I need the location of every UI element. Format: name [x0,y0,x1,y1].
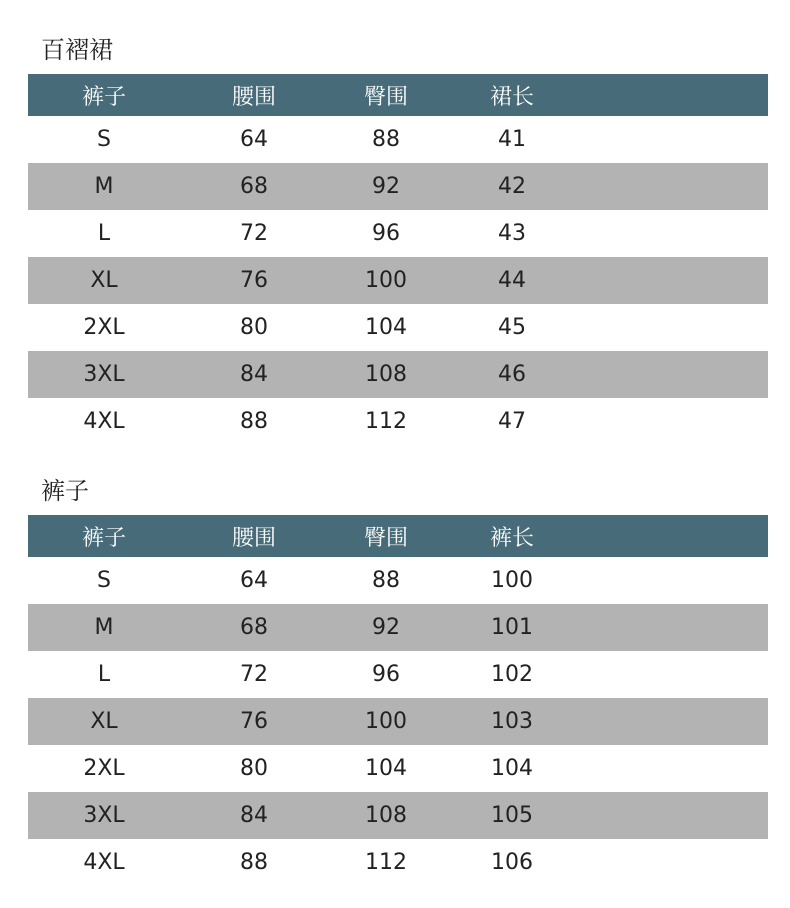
waist-cell: 72 [240,662,268,687]
table-row [28,304,768,351]
table-header-row [28,515,768,557]
table-row [28,651,768,698]
header-cell-waist: 腰围 [231,84,276,110]
size-cell: 3XL [83,362,125,387]
table-row [28,398,768,445]
hip-cell: 100 [365,709,407,734]
table-row [28,351,768,398]
size-cell: 4XL [83,409,125,434]
hip-cell: 92 [372,615,400,640]
header-cell-waist: 腰围 [231,525,276,551]
size-cell: M [94,174,114,199]
hip-cell: 104 [365,756,407,781]
table-row [28,163,768,210]
waist-cell: 76 [240,268,268,293]
size-cell: 4XL [83,850,125,875]
length-cell: 44 [498,268,526,293]
waist-cell: 68 [240,174,268,199]
size-cell: M [94,615,114,640]
size-cell: L [97,221,111,246]
hip-cell: 112 [365,850,407,875]
waist-cell: 80 [240,756,268,781]
header-cell-size: 裤子 [81,525,126,551]
table-row [28,116,768,163]
length-cell: 42 [498,174,526,199]
waist-cell: 88 [240,850,268,875]
table-row [28,839,768,886]
hip-cell: 108 [365,362,407,387]
hip-cell: 100 [365,268,407,293]
length-cell: 103 [491,709,533,734]
length-cell: 100 [491,568,533,593]
waist-cell: 88 [240,409,268,434]
header-cell-skirt-length: 裙长 [489,84,534,110]
waist-cell: 68 [240,615,268,640]
length-cell: 102 [491,662,533,687]
size-cell: S [97,568,111,593]
table-row [28,745,768,792]
hip-cell: 92 [372,174,400,199]
waist-cell: 80 [240,315,268,340]
size-cell: L [97,662,111,687]
pants-section-title: 裤子 [41,477,89,505]
table-row [28,698,768,745]
table-row [28,604,768,651]
length-cell: 106 [491,850,533,875]
length-cell: 43 [498,221,526,246]
table-row [28,210,768,257]
table-row [28,557,768,604]
waist-cell: 64 [240,568,268,593]
hip-cell: 108 [365,803,407,828]
length-cell: 47 [498,409,526,434]
length-cell: 45 [498,315,526,340]
header-cell-size: 裤子 [81,84,126,110]
table-row [28,257,768,304]
size-cell: S [97,127,111,152]
waist-cell: 76 [240,709,268,734]
length-cell: 46 [498,362,526,387]
table-header-row [28,74,768,116]
size-cell: 2XL [83,315,125,340]
table-row [28,792,768,839]
header-cell-pants-length: 裤长 [489,525,534,551]
header-cell-hip: 臀围 [363,525,408,551]
size-cell: XL [90,268,118,293]
hip-cell: 88 [372,127,400,152]
pants-size-table [28,515,768,886]
skirt-size-table [28,74,768,445]
waist-cell: 72 [240,221,268,246]
waist-cell: 64 [240,127,268,152]
hip-cell: 112 [365,409,407,434]
hip-cell: 96 [372,662,400,687]
hip-cell: 88 [372,568,400,593]
hip-cell: 104 [365,315,407,340]
skirt-section-title: 百褶裙 [41,36,113,64]
size-cell: XL [90,709,118,734]
size-cell: 2XL [83,756,125,781]
waist-cell: 84 [240,803,268,828]
header-cell-hip: 臀围 [363,84,408,110]
hip-cell: 96 [372,221,400,246]
length-cell: 105 [491,803,533,828]
size-cell: 3XL [83,803,125,828]
length-cell: 101 [491,615,533,640]
length-cell: 104 [491,756,533,781]
length-cell: 41 [498,127,526,152]
waist-cell: 84 [240,362,268,387]
